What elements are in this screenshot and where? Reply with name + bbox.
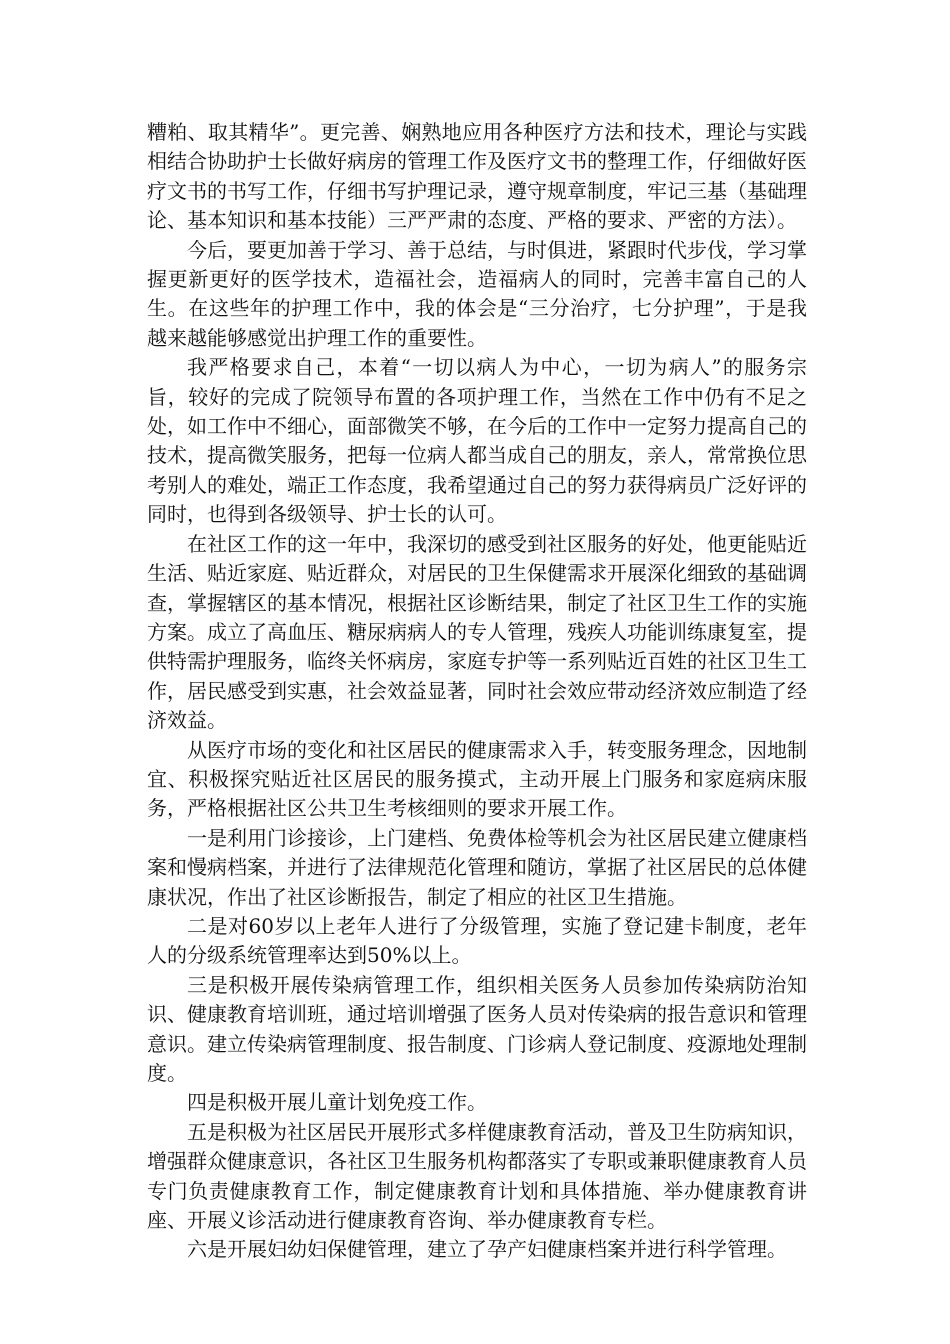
paragraph-3: 我严格要求自己，本着“一切以病人为中心，一切为病人”的服务宗旨，较好的完成了院领导布置的各项护理工作，当然在工作中仍有不足之处，如工作中不细心，面部微笑不够，在今后的工作中一定努力提高自己的技术，提高微笑服务，把每一位病人都当成自己的朋友，亲人，常常换位思考别人的难处，端正工作态度，我希望通过自己的努力获得病员广泛好评的同时，也得到各级领导、护士长的认可。 (147, 355, 807, 527)
paragraph-5: 从医疗市场的变化和社区居民的健康需求入手，转变服务理念，因地制宜、积极探究贴近社区居民的服务摸式，主动开展上门服务和家庭病床服务，严格根据社区公共卫生考核细则的要求开展工作。 (147, 737, 807, 821)
paragraph-10: 五是积极为社区居民开展形式多样健康教育活动，普及卫生防病知识，增强群众健康意识，各社区卫生服务机构都落实了专职或兼职健康教育人员专门负责健康教育工作，制定健康教育计划和具体措施、举办健康教育讲座、开展义诊活动进行健康教育咨询、举办健康教育专栏。 (147, 1119, 807, 1233)
paragraph-1: 糟粕、取其精华”。更完善、娴熟地应用各种医疗方法和技术，理论与实践相结合协助护士长做好病房的管理工作及医疗文书的整理工作，仔细做好医疗文书的书写工作，仔细书写护理记录，遵守规章制度，牢记三基（基础理论、基本知识和基本技能）三严严肃的态度、严格的要求、严密的方法）。 (147, 120, 807, 233)
paragraph-2: 今后，要更加善于学习、善于总结，与时俱进，紧跟时代步伐，学习掌握更新更好的医学技术，造福社会，造福病人的同时，完善丰富自己的人生。在这些年的护理工作中，我的体会是“三分治疗，七分护理”，于是我越来越能够感觉出护理工作的重要性。 (147, 237, 807, 350)
document-page (147, 118, 807, 1265)
paragraph-6: 一是利用门诊接诊，上门建档、免费体检等机会为社区居民建立健康档案和慢病档案，并进行了法律规范化管理和随访，掌据了社区居民的总体健康状况，作出了社区诊断报告，制定了相应的社区卫生措施。 (147, 825, 807, 909)
paragraph-9: 四是积极开展儿童计划免疫工作。 (187, 1090, 487, 1115)
paragraph-11: 六是开展妇幼妇保健管理，建立了孕产妇健康档案并进行科学管理。 (187, 1237, 787, 1262)
paragraph-7: 二是对60岁以上老年人进行了分级管理，实施了登记建卡制度，老年人的分级系统管理率达到50%以上。 (147, 913, 807, 968)
paragraph-8: 三是积极开展传染病管理工作，组织相关医务人员参加传染病防治知识、健康教育培训班，通过培训增强了医务人员对传染病的报告意识和管理意识。建立传染病管理制度、报告制度、门诊病人登记制度、疫源地处理制度。 (147, 972, 807, 1085)
paragraph-4: 在社区工作的这一年中，我深切的感受到社区服务的好处，他更能贴近生活、贴近家庭、贴近群众，对居民的卫生保健需求开展深化细致的基础调查，掌握辖区的基本情况，根据社区诊断结果，制定了社区卫生工作的实施方案。成立了高血压、糖尿病病人的专人管理，残疾人功能训练康复室，提供特需护理服务，临终关怀病房，家庭专护等一系列贴近百姓的社区卫生工作，居民感受到实惠，社会效益显著，同时社会效应带动经济效应制造了经济效益。 (147, 531, 807, 733)
